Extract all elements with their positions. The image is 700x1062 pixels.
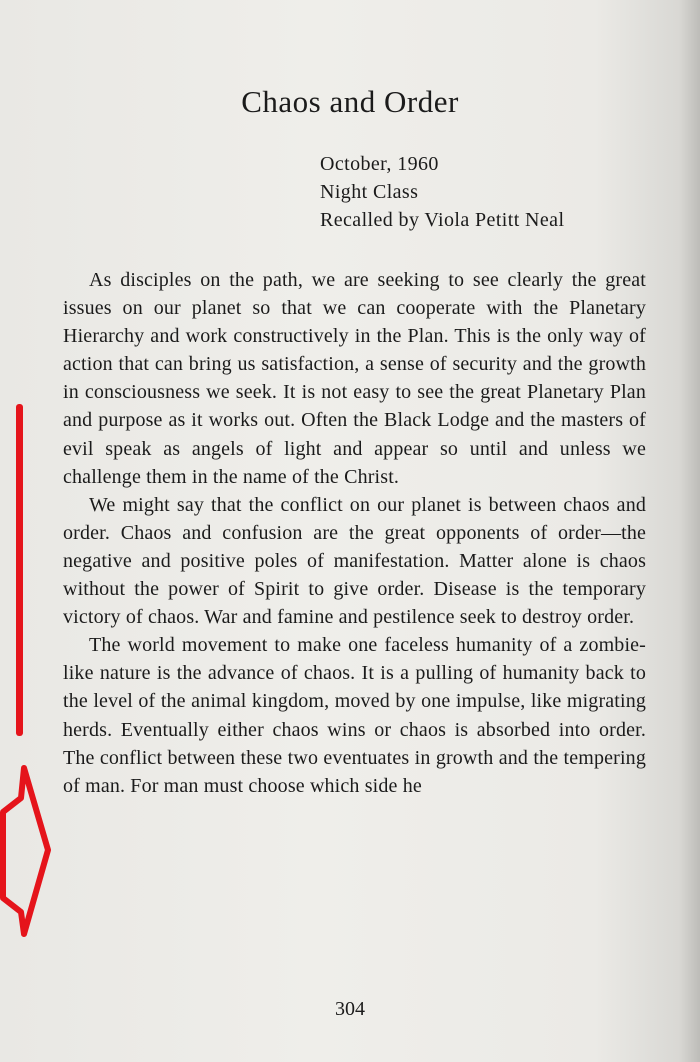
paragraph-3: The world movement to make one faceless humanity of a zombie-like nature is the advance of chaos. It is a pulling of humanity back to the level of the animal kingdom, moved by one impulse, like migrating herds. Eventually either chaos wins or chaos is absorbed into order. The conflict between these two eventuates in growth and the tempering of man. For man must choose which side he — [63, 634, 646, 797]
chapter-date: October, 1960 — [320, 153, 439, 175]
red-arrow-annotation — [0, 762, 60, 942]
red-margin-bar-annotation — [16, 404, 23, 736]
chapter-title: Chaos and Order — [241, 84, 459, 119]
paragraph-1: As disciples on the path, we are seeking to see clearly the great issues on our planet so that we can cooperate with the Planetary Hierarchy and work constructively in the Plan. This is the only way of action that can bring us satisfaction, a sense of security and the growth in consciousness we seek. It is not easy to see the great Planetary Plan and purpose as it works out. Often the Black Lodge and the masters of evil speak as angels of light and appear so until and unless we challenge them in the name of the Christ. — [63, 269, 646, 488]
chapter-recalled-by: Recalled by Viola Petitt Neal — [320, 209, 565, 231]
paragraph-2: We might say that the conflict on our planet is between chaos and order. Chaos and confusion are the great opponents of order—the negative and positive poles of manifestation. Matter alone is chaos without the power of Spirit to give order. Disease is the temporary victory of chaos. War and famine and pestilence seek to destroy order. — [63, 493, 646, 629]
chapter-session: Night Class — [320, 181, 419, 203]
chapter-meta — [320, 150, 564, 234]
page-number: 304 — [335, 998, 365, 1020]
chapter-body — [63, 266, 646, 800]
